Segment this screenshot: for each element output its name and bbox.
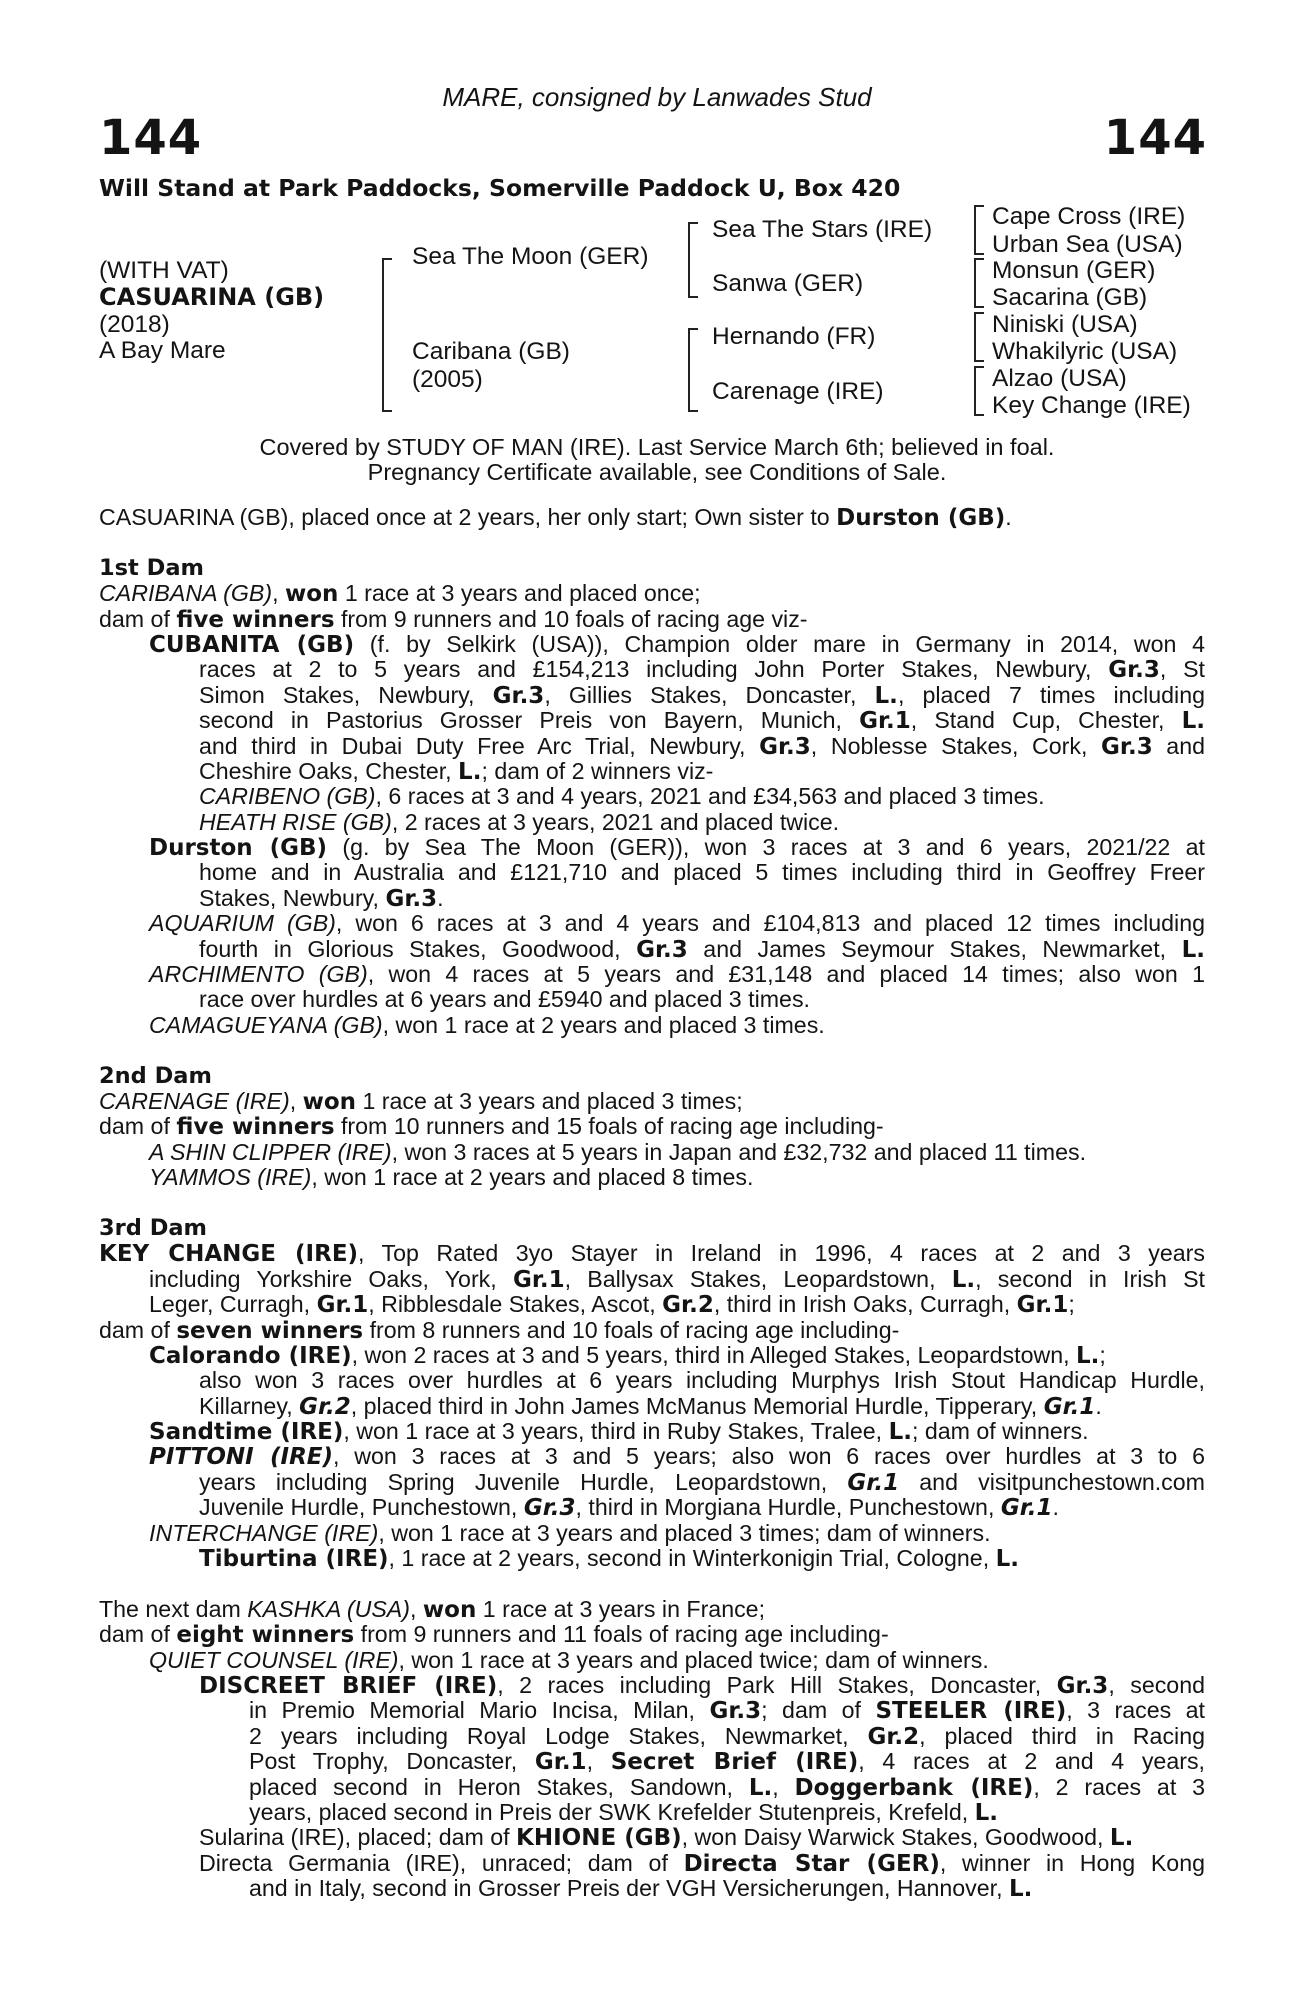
pittoni-line-1: PITTONI (IRE), won 3 races at 3 and 5 years; also won 6 races over hurdles at 3 to 6: [149, 1443, 1205, 1471]
calorando-line-3: Killarney, Gr.2, placed third in John James McManus Memorial Hurdle, Tipperary, Gr.1.: [199, 1392, 1102, 1420]
discreet-brief-line-3: 2 years including Royal Lodge Stakes, Newmarket, Gr.2, placed third in Racing: [249, 1722, 1205, 1750]
stand-location: Will Stand at Park Paddocks, Somerville Paddock U, Box 420: [99, 174, 901, 202]
gen3-4: Sacarina (GB): [992, 284, 1148, 311]
caribeno-line: CARIBENO (GB), 6 races at 3 and 4 years, 2021 and £34,563 and placed 3 times.: [199, 783, 1045, 810]
durston-line-2: home and in Australia and £121,710 and placed 5 times including third in Geoffrey Freer: [199, 859, 1205, 886]
gen3-bracket-1: [974, 205, 984, 255]
gen3-7: Alzao (USA): [992, 365, 1127, 392]
discreet-brief-line-4: Post Trophy, Doncaster, Gr.1, Secret Brief (IRE), 4 races at 2 and 4 years,: [249, 1748, 1205, 1776]
next-dam-line-1: The next dam KASHKA (USA), won 1 race at 3 years in France;: [99, 1595, 766, 1623]
aquarium-line-1: AQUARIUM (GB), won 6 races at 3 and 4 years and £104,813 and placed 12 times including: [149, 910, 1205, 937]
dam-bracket: [688, 328, 698, 412]
cubanita-line-4: second in Pastorius Grosser Preis von Bayern, Munich, Gr.1, Stand Cup, Chester, L.: [199, 707, 1205, 735]
dam-sire: Hernando (FR): [712, 323, 876, 350]
produce-record: [99, 505, 1205, 1901]
interchange-line: INTERCHANGE (IRE), won 1 race at 3 years and placed 3 times; dam of winners.: [149, 1519, 991, 1546]
yammos-line: YAMMOS (IRE), won 1 race at 2 years and placed 8 times.: [149, 1164, 754, 1191]
calorando-line-2: also won 3 races over hurdles at 6 years including Murphys Irish Stout Handicap Hurdle,: [199, 1367, 1205, 1394]
cubanita-line-2: races at 2 to 5 years and £154,213 including John Porter Stakes, Newbury, Gr.3, St: [199, 656, 1206, 684]
sularina-line: Sularina (IRE), placed; dam of KHIONE (GB), won Daisy Warwick Stakes, Goodwood, L.: [199, 1824, 1134, 1852]
first-dam-line-1: CARIBANA (GB), won 1 race at 3 years and placed once;: [99, 580, 701, 608]
key-change-line-3: Leger, Curragh, Gr.1, Ribblesdale Stakes, Ascot, Gr.2, third in Irish Oaks, Curragh, Gr.1;: [149, 1291, 1075, 1319]
cubanita-line-5: and third in Dubai Duty Free Arc Trial, Newbury, Gr.3, Noblesse Stakes, Cork, Gr.3 and: [199, 732, 1205, 760]
consignor-line: MARE, consigned by Lanwades Stud: [442, 82, 872, 112]
durston-line-3: Stakes, Newbury, Gr.3.: [199, 884, 444, 912]
cubanita-line-3: Simon Stakes, Newbury, Gr.3, Gillies Stakes, Doncaster, L., placed 7 times including: [199, 681, 1205, 709]
gen3-bracket-2: [974, 258, 984, 308]
lot-number-left: 144: [99, 110, 203, 166]
camagueyana-line: CAMAGUEYANA (GB), won 1 race at 2 years and placed 3 times.: [149, 1011, 825, 1038]
discreet-brief-line-1: DISCREET BRIEF (IRE), 2 races including Park Hill Stakes, Doncaster, Gr.3, second: [199, 1671, 1205, 1699]
pittoni-line-3: Juvenile Hurdle, Punchestown, Gr.3, third in Morgiana Hurdle, Punchestown, Gr.1.: [199, 1494, 1059, 1522]
sire-bracket: [688, 222, 698, 298]
sire: Sea The Moon (GER): [412, 243, 649, 270]
sire-dam-bracket: [382, 258, 392, 412]
covered-line-2: Pregnancy Certificate available, see Conditions of Sale.: [367, 459, 947, 485]
pittoni-line-2: years including Spring Juvenile Hurdle, Leopardstown, Gr.1 and visitpunchestown.com: [199, 1468, 1205, 1496]
gen3-1: Cape Cross (IRE): [992, 203, 1186, 230]
sire-sire: Sea The Stars (IRE): [712, 216, 933, 243]
aquarium-line-2: fourth in Glorious Stakes, Goodwood, Gr.3 and James Seymour Stakes, Newmarket, L.: [199, 935, 1205, 963]
sibling-name: Durston (GB): [836, 505, 1006, 531]
dam-year: (2005): [412, 366, 483, 393]
key-change-line-1: KEY CHANGE (IRE), Top Rated 3yo Stayer in Ireland in 1996, 4 races at 2 and 3 years: [99, 1240, 1205, 1268]
archimento-line-2: race over hurdles at 6 years and £5940 and placed 3 times.: [199, 986, 810, 1013]
heath-rise-line: HEATH RISE (GB), 2 races at 3 years, 2021 and placed twice.: [199, 808, 840, 835]
tiburtina-line: Tiburtina (IRE), 1 race at 2 years, second in Winterkonigin Trial, Cologne, L.: [199, 1545, 1019, 1573]
first-dam-line-2: dam of five winners from 9 runners and 10 foals of racing age viz-: [99, 605, 808, 633]
durston-line-1: Durston (GB) (g. by Sea The Moon (GER)), won 3 races at 3 and 6 years, 2021/22 at: [149, 834, 1205, 862]
section-first-dam: 1st Dam: [99, 554, 204, 581]
sire-dam: Sanwa (GER): [712, 270, 864, 297]
discreet-brief-line-5: placed second in Heron Stakes, Sandown, L., Doggerbank (IRE), 2 races at 3: [249, 1773, 1205, 1801]
gen3-8: Key Change (IRE): [992, 392, 1191, 419]
intro-line: CASUARINA (GB), placed once at 2 years, her only start; Own sister to Durston (GB).: [99, 504, 1012, 531]
directa-germania-line-2: and in Italy, second in Grosser Preis der VGH Versicherungen, Hannover, L.: [249, 1875, 1033, 1903]
horse-year: (2018): [99, 311, 170, 338]
dam: Caribana (GB): [412, 338, 570, 365]
second-dam-line-2: dam of five winners from 10 runners and 15 foals of racing age including-: [99, 1113, 884, 1141]
section-second-dam: 2nd Dam: [99, 1062, 212, 1089]
cubanita-line-6: Cheshire Oaks, Chester, L.; dam of 2 winners viz-: [199, 757, 714, 785]
covered-line-1: Covered by STUDY OF MAN (IRE). Last Service March 6th; believed in foal.: [259, 434, 1055, 460]
directa-germania-line-1: Directa Germania (IRE), unraced; dam of Directa Star (GER), winner in Hong Kong: [199, 1849, 1205, 1877]
horse-description: A Bay Mare: [99, 337, 226, 364]
gen3-bracket-4: [974, 366, 984, 416]
second-dam-line-1: CARENAGE (IRE), won 1 race at 3 years and placed 3 times;: [99, 1087, 743, 1115]
gen3-5: Niniski (USA): [992, 311, 1138, 338]
discreet-brief-line-6: years, placed second in Preis der SWK Krefelder Stutenpreis, Krefeld, L.: [249, 1798, 999, 1826]
gen3-bracket-3: [974, 312, 984, 362]
key-change-line-2: including Yorkshire Oaks, York, Gr.1, Ballysax Stakes, Leopardstown, L., second in Irish St: [149, 1265, 1205, 1293]
vat-note: (WITH VAT): [99, 257, 229, 284]
a-shin-clipper-line: A SHIN CLIPPER (IRE), won 3 races at 5 years in Japan and £32,732 and placed 11 times.: [149, 1138, 1087, 1165]
calorando-line-1: Calorando (IRE), won 2 races at 3 and 5 years, third in Alleged Stakes, Leopardstown, L.;: [149, 1341, 1106, 1369]
archimento-line-1: ARCHIMENTO (GB), won 4 races at 5 years and £31,148 and placed 14 times; also won 1: [149, 961, 1206, 988]
next-dam-line-2: dam of eight winners from 9 runners and 11 foals of racing age including-: [99, 1621, 889, 1649]
horse-name: CASUARINA (GB): [99, 283, 325, 311]
third-dam-winners-line: dam of seven winners from 8 runners and 10 foals of racing age including-: [99, 1316, 900, 1344]
section-third-dam: 3rd Dam: [99, 1214, 207, 1241]
quiet-counsel-line: QUIET COUNSEL (IRE), won 1 race at 3 years and placed twice; dam of winners.: [149, 1646, 989, 1673]
cubanita-line-1: CUBANITA (GB) (f. by Selkirk (USA)), Champion older mare in Germany in 2014, won 4: [149, 630, 1205, 658]
lot-number-right: 144: [1103, 110, 1207, 166]
sandtime-line: Sandtime (IRE), won 1 race at 3 years, third in Ruby Stakes, Tralee, L.; dam of winners.: [149, 1418, 1089, 1446]
dam-dam: Carenage (IRE): [712, 378, 884, 405]
gen3-3: Monsun (GER): [992, 257, 1156, 284]
gen3-6: Whakilyric (USA): [992, 338, 1178, 365]
discreet-brief-line-2: in Premio Memorial Mario Incisa, Milan, Gr.3; dam of STEELER (IRE), 3 races at: [249, 1697, 1205, 1725]
gen3-2: Urban Sea (USA): [992, 231, 1183, 258]
